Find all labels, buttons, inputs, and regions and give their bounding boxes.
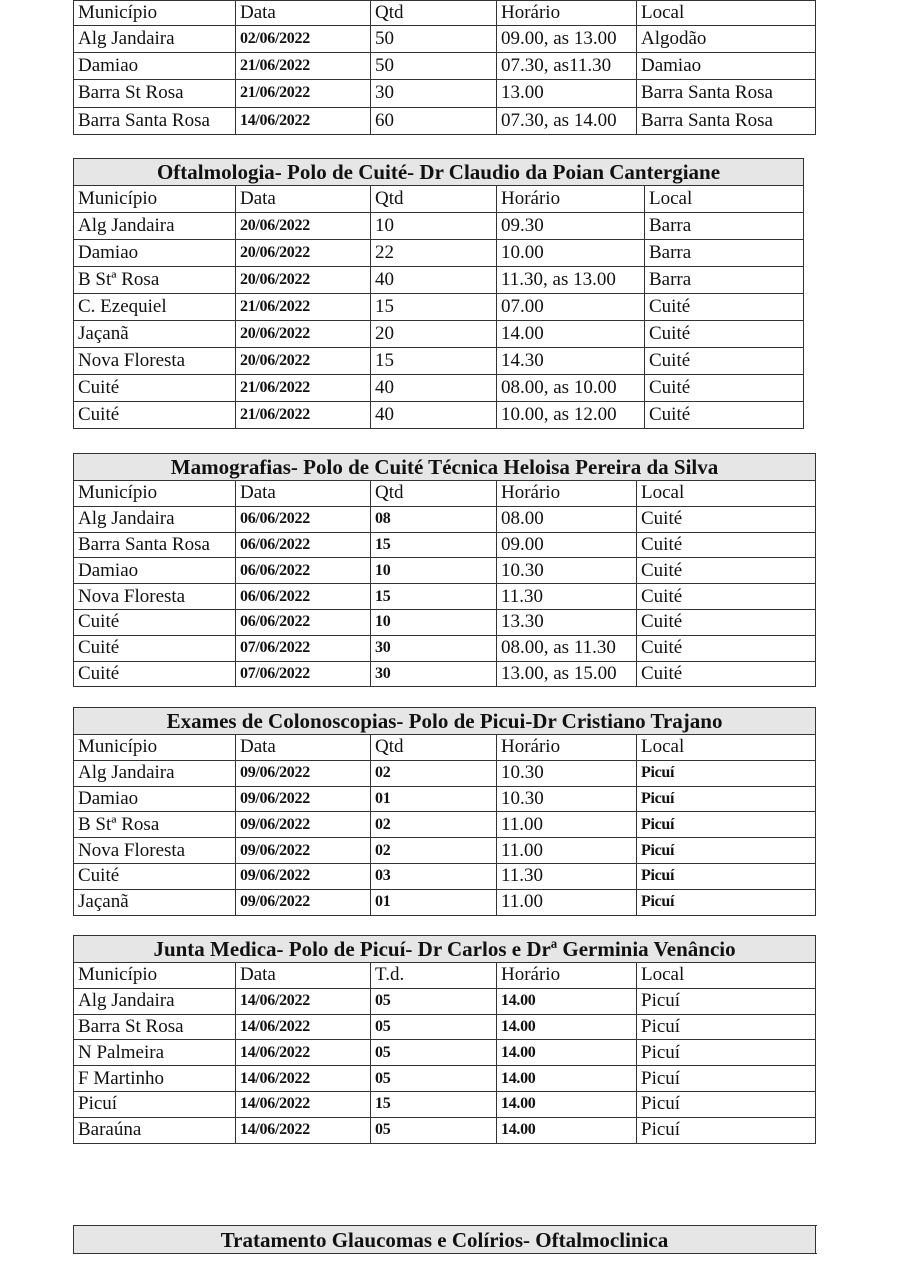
column-header: T.d. xyxy=(371,963,497,989)
table-title: Mamografias- Polo de Cuité Técnica Heloisa Pereira da Silva xyxy=(74,454,816,481)
table-title: Exames de Colonoscopias- Polo de Picui-Dr Cristiano Trajano xyxy=(74,708,816,735)
horario-cell: 14.00 xyxy=(497,1014,637,1040)
table-title: Junta Medica- Polo de Picuí- Dr Carlos e Drª Germinia Venâncio xyxy=(74,936,816,963)
data-cell: 14/06/2022 xyxy=(236,1066,371,1092)
horario-cell: 13.00 xyxy=(497,80,637,107)
horario-cell: 14.00 xyxy=(497,1066,637,1092)
table-row xyxy=(74,506,816,532)
municipio-cell: B Stª Rosa xyxy=(74,812,236,838)
horario-cell: 10.00, as 12.00 xyxy=(497,402,645,429)
data-cell: 14/06/2022 xyxy=(236,1091,371,1117)
data-cell: 14/06/2022 xyxy=(236,1014,371,1040)
municipio-cell: Damiao xyxy=(74,53,236,80)
table-row xyxy=(74,375,804,402)
qtd-cell: 40 xyxy=(371,375,497,402)
table-row xyxy=(74,532,816,558)
local-cell: Barra xyxy=(645,267,804,294)
horario-cell: 13.00, as 15.00 xyxy=(497,661,637,687)
municipio-cell: Cuité xyxy=(74,609,236,635)
qtd-cell: 05 xyxy=(371,988,497,1014)
local-cell: Cuité xyxy=(637,609,816,635)
column-header: Data xyxy=(236,1,371,26)
table-row xyxy=(74,584,816,610)
horario-cell: 11.00 xyxy=(497,889,637,915)
horario-cell: 14.00 xyxy=(497,1040,637,1066)
schedule-table xyxy=(73,0,816,135)
local-cell: Picuí xyxy=(637,1040,816,1066)
qtd-cell: 22 xyxy=(371,240,497,267)
data-cell: 20/06/2022 xyxy=(236,213,371,240)
table-title: Tratamento Glaucomas e Colírios- Oftalmoclinica xyxy=(74,1226,816,1254)
column-header: Local xyxy=(645,186,804,213)
data-cell: 06/06/2022 xyxy=(236,584,371,610)
table-row xyxy=(74,80,816,107)
table-row xyxy=(74,26,816,53)
municipio-cell: C. Ezequiel xyxy=(74,294,236,321)
qtd-cell: 60 xyxy=(371,107,497,134)
local-cell: Cuité xyxy=(645,375,804,402)
data-cell: 14/06/2022 xyxy=(236,1117,371,1143)
table-row xyxy=(74,107,816,134)
table-row xyxy=(74,609,816,635)
municipio-cell: Baraúna xyxy=(74,1117,236,1143)
municipio-cell: Barra Santa Rosa xyxy=(74,532,236,558)
data-cell: 14/06/2022 xyxy=(236,1040,371,1066)
local-cell: Algodão xyxy=(637,26,816,53)
municipio-cell: Jaçanã xyxy=(74,889,236,915)
column-header: Qtd xyxy=(371,481,497,507)
municipio-cell: Jaçanã xyxy=(74,321,236,348)
data-cell: 21/06/2022 xyxy=(236,294,371,321)
table-row xyxy=(74,321,804,348)
municipio-cell: Cuité xyxy=(74,661,236,687)
table-header-row xyxy=(74,1,816,26)
data-cell: 07/06/2022 xyxy=(236,635,371,661)
table-header-row xyxy=(74,963,816,989)
table-row xyxy=(74,1117,816,1143)
qtd-cell: 05 xyxy=(371,1014,497,1040)
column-header: Município xyxy=(74,186,236,213)
local-cell: Cuité xyxy=(645,348,804,375)
local-cell: Barra xyxy=(645,213,804,240)
qtd-cell: 05 xyxy=(371,1066,497,1092)
municipio-cell: Alg Jandaira xyxy=(74,506,236,532)
qtd-cell: 01 xyxy=(371,889,497,915)
data-cell: 09/06/2022 xyxy=(236,760,371,786)
local-cell: Cuité xyxy=(645,402,804,429)
municipio-cell: Alg Jandaira xyxy=(74,760,236,786)
table-row xyxy=(74,889,816,915)
municipio-cell: Damiao xyxy=(74,786,236,812)
data-cell: 09/06/2022 xyxy=(236,838,371,864)
horario-cell: 08.00 xyxy=(497,506,637,532)
local-cell: Barra xyxy=(645,240,804,267)
table-row xyxy=(74,267,804,294)
data-cell: 21/06/2022 xyxy=(236,402,371,429)
horario-cell: 10.30 xyxy=(497,786,637,812)
qtd-cell: 15 xyxy=(371,348,497,375)
data-cell: 20/06/2022 xyxy=(236,348,371,375)
municipio-cell: Damiao xyxy=(74,558,236,584)
column-header: Município xyxy=(74,1,236,26)
municipio-cell: Nova Floresta xyxy=(74,348,236,375)
horario-cell: 07.30, as11.30 xyxy=(497,53,637,80)
schedule-table xyxy=(73,158,804,429)
local-cell: Picuí xyxy=(637,863,816,889)
qtd-cell: 02 xyxy=(371,838,497,864)
horario-cell: 11.30 xyxy=(497,863,637,889)
municipio-cell: Cuité xyxy=(74,863,236,889)
qtd-cell: 15 xyxy=(371,294,497,321)
data-cell: 14/06/2022 xyxy=(236,107,371,134)
horario-cell: 09.00 xyxy=(497,532,637,558)
qtd-cell: 10 xyxy=(371,558,497,584)
municipio-cell: Alg Jandaira xyxy=(74,988,236,1014)
local-cell: Barra Santa Rosa xyxy=(637,107,816,134)
municipio-cell: Picuí xyxy=(74,1091,236,1117)
municipio-cell: Cuité xyxy=(74,402,236,429)
local-cell: Picuí xyxy=(637,1066,816,1092)
schedule-table xyxy=(73,935,816,1144)
horario-cell: 11.00 xyxy=(497,812,637,838)
municipio-cell: F Martinho xyxy=(74,1066,236,1092)
horario-cell: 14.00 xyxy=(497,988,637,1014)
local-cell: Picuí xyxy=(637,786,816,812)
data-cell: 02/06/2022 xyxy=(236,26,371,53)
local-cell: Picuí xyxy=(637,1014,816,1040)
local-cell: Cuité xyxy=(637,558,816,584)
qtd-cell: 05 xyxy=(371,1117,497,1143)
qtd-cell: 15 xyxy=(371,1091,497,1117)
table-row xyxy=(74,838,816,864)
qtd-cell: 50 xyxy=(371,26,497,53)
table-row xyxy=(74,558,816,584)
data-cell: 20/06/2022 xyxy=(236,267,371,294)
local-cell: Picuí xyxy=(637,1091,816,1117)
table-row xyxy=(74,402,804,429)
table-title: Oftalmologia- Polo de Cuité- Dr Claudio da Poian Cantergiane xyxy=(74,159,804,186)
municipio-cell: N Palmeira xyxy=(74,1040,236,1066)
qtd-cell: 40 xyxy=(371,402,497,429)
table-row xyxy=(74,1091,816,1117)
column-header: Qtd xyxy=(371,186,497,213)
horario-cell: 10.30 xyxy=(497,760,637,786)
horario-cell: 10.30 xyxy=(497,558,637,584)
qtd-cell: 02 xyxy=(371,812,497,838)
municipio-cell: Cuité xyxy=(74,635,236,661)
column-header: Data xyxy=(236,963,371,989)
qtd-cell: 15 xyxy=(371,532,497,558)
data-cell: 14/06/2022 xyxy=(236,988,371,1014)
data-cell: 09/06/2022 xyxy=(236,863,371,889)
municipio-cell: B Stª Rosa xyxy=(74,267,236,294)
municipio-cell: Barra St Rosa xyxy=(74,80,236,107)
local-cell: Picuí xyxy=(637,889,816,915)
table-row xyxy=(74,760,816,786)
data-cell: 21/06/2022 xyxy=(236,80,371,107)
qtd-cell: 30 xyxy=(371,635,497,661)
data-cell: 06/06/2022 xyxy=(236,609,371,635)
qtd-cell: 15 xyxy=(371,584,497,610)
local-cell: Damiao xyxy=(637,53,816,80)
column-header: Horário xyxy=(497,1,637,26)
table-row xyxy=(74,988,816,1014)
column-header: Município xyxy=(74,735,236,761)
horario-cell: 14.00 xyxy=(497,321,645,348)
data-cell: 06/06/2022 xyxy=(236,506,371,532)
local-cell: Cuité xyxy=(637,635,816,661)
qtd-cell: 02 xyxy=(371,760,497,786)
qtd-cell: 05 xyxy=(371,1040,497,1066)
column-header: Município xyxy=(74,963,236,989)
horario-cell: 09.00, as 13.00 xyxy=(497,26,637,53)
municipio-cell: Alg Jandaira xyxy=(74,26,236,53)
qtd-cell: 30 xyxy=(371,80,497,107)
data-cell: 21/06/2022 xyxy=(236,375,371,402)
table-row xyxy=(74,661,816,687)
schedule-table xyxy=(73,453,816,687)
data-cell: 20/06/2022 xyxy=(236,240,371,267)
column-header: Local xyxy=(637,1,816,26)
table-header-row xyxy=(74,186,804,213)
column-header: Qtd xyxy=(371,735,497,761)
horario-cell: 09.30 xyxy=(497,213,645,240)
municipio-cell: Damiao xyxy=(74,240,236,267)
table-row xyxy=(74,863,816,889)
table-row xyxy=(74,635,816,661)
local-cell: Picuí xyxy=(637,760,816,786)
local-cell: Barra Santa Rosa xyxy=(637,80,816,107)
column-header: Data xyxy=(236,481,371,507)
local-cell: Picuí xyxy=(637,812,816,838)
municipio-cell: Alg Jandaira xyxy=(74,213,236,240)
data-cell: 09/06/2022 xyxy=(236,889,371,915)
table-row xyxy=(74,1066,816,1092)
municipio-cell: Cuité xyxy=(74,375,236,402)
data-cell: 09/06/2022 xyxy=(236,812,371,838)
horario-cell: 14.00 xyxy=(497,1091,637,1117)
data-cell: 06/06/2022 xyxy=(236,532,371,558)
qtd-cell: 01 xyxy=(371,786,497,812)
municipio-cell: Barra St Rosa xyxy=(74,1014,236,1040)
table-header-row xyxy=(74,481,816,507)
horario-cell: 13.30 xyxy=(497,609,637,635)
local-cell: Cuité xyxy=(645,294,804,321)
column-header: Horário xyxy=(497,481,637,507)
horario-cell: 08.00, as 11.30 xyxy=(497,635,637,661)
data-cell: 07/06/2022 xyxy=(236,661,371,687)
column-header: Horário xyxy=(497,735,637,761)
qtd-cell: 08 xyxy=(371,506,497,532)
qtd-cell: 20 xyxy=(371,321,497,348)
column-header: Local xyxy=(637,963,816,989)
horario-cell: 11.30, as 13.00 xyxy=(497,267,645,294)
table-header-row xyxy=(74,735,816,761)
municipio-cell: Barra Santa Rosa xyxy=(74,107,236,134)
table-row xyxy=(74,294,804,321)
horario-cell: 14.30 xyxy=(497,348,645,375)
municipio-cell: Nova Floresta xyxy=(74,584,236,610)
qtd-cell: 30 xyxy=(371,661,497,687)
local-cell: Cuité xyxy=(637,532,816,558)
local-cell: Picuí xyxy=(637,988,816,1014)
horario-cell: 11.00 xyxy=(497,838,637,864)
horario-cell: 11.30 xyxy=(497,584,637,610)
column-header: Local xyxy=(637,481,816,507)
schedule-table xyxy=(73,707,816,916)
qtd-cell: 03 xyxy=(371,863,497,889)
qtd-cell: 50 xyxy=(371,53,497,80)
data-cell: 20/06/2022 xyxy=(236,321,371,348)
horario-cell: 07.00 xyxy=(497,294,645,321)
table-row xyxy=(74,348,804,375)
qtd-cell: 10 xyxy=(371,609,497,635)
local-cell: Cuité xyxy=(637,506,816,532)
column-header: Horário xyxy=(497,963,637,989)
schedule-table xyxy=(73,1225,816,1254)
column-header: Data xyxy=(236,735,371,761)
column-header: Data xyxy=(236,186,371,213)
column-header: Qtd xyxy=(371,1,497,26)
local-cell: Cuité xyxy=(637,661,816,687)
municipio-cell: Nova Floresta xyxy=(74,838,236,864)
horario-cell: 14.00 xyxy=(497,1117,637,1143)
horario-cell: 07.30, as 14.00 xyxy=(497,107,637,134)
table-row xyxy=(74,240,804,267)
table-row xyxy=(74,812,816,838)
table-row xyxy=(74,213,804,240)
table-row xyxy=(74,1040,816,1066)
data-cell: 09/06/2022 xyxy=(236,786,371,812)
table-row xyxy=(74,1014,816,1040)
local-cell: Cuité xyxy=(637,584,816,610)
table-row xyxy=(74,53,816,80)
data-cell: 21/06/2022 xyxy=(236,53,371,80)
column-header: Município xyxy=(74,481,236,507)
column-header: Local xyxy=(637,735,816,761)
data-cell: 06/06/2022 xyxy=(236,558,371,584)
local-cell: Picuí xyxy=(637,838,816,864)
local-cell: Picuí xyxy=(637,1117,816,1143)
table-row xyxy=(74,786,816,812)
qtd-cell: 40 xyxy=(371,267,497,294)
horario-cell: 08.00, as 10.00 xyxy=(497,375,645,402)
horario-cell: 10.00 xyxy=(497,240,645,267)
qtd-cell: 10 xyxy=(371,213,497,240)
local-cell: Cuité xyxy=(645,321,804,348)
column-header: Horário xyxy=(497,186,645,213)
